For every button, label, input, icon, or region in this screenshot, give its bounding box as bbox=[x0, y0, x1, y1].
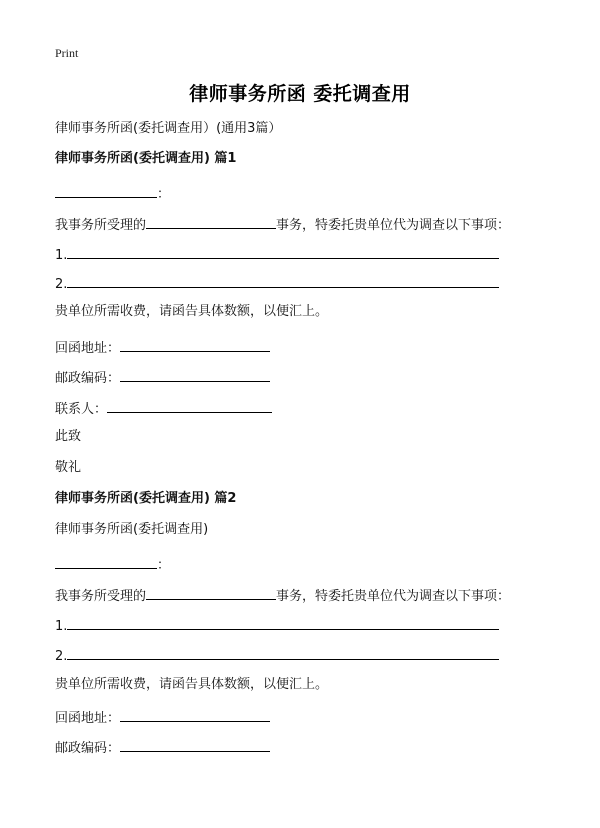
case-blank bbox=[146, 585, 276, 600]
section-1-reply-address bbox=[55, 337, 270, 358]
section-1-closing-1: 此致 bbox=[55, 429, 82, 444]
reply-address-blank bbox=[120, 337, 270, 352]
item-blank bbox=[67, 615, 499, 630]
contact-label: 联系人： bbox=[55, 402, 108, 417]
postal-code-blank bbox=[120, 367, 270, 382]
body-prefix: 我事务所受理的 bbox=[55, 589, 147, 604]
reply-address-label: 回函地址： bbox=[55, 711, 121, 726]
item-number: 2. bbox=[55, 649, 68, 664]
section-2-reply-address bbox=[55, 707, 270, 728]
document-subtitle: 律师事务所函(委托调查用）(通用3篇） bbox=[55, 121, 282, 136]
item-blank bbox=[67, 273, 499, 288]
section-2-intro: 律师事务所函(委托调查用) bbox=[55, 522, 209, 537]
item-number: 2. bbox=[55, 277, 68, 292]
section-1-addressee bbox=[55, 183, 170, 204]
section-2-heading: 律师事务所函(委托调查用) 篇2 bbox=[55, 491, 237, 506]
section-1-contact bbox=[55, 398, 272, 419]
item-number: 1. bbox=[55, 248, 68, 263]
contact-blank bbox=[107, 398, 272, 413]
section-1-item-2 bbox=[55, 273, 499, 294]
body-suffix: 事务，特委托贵单位代为调查以下事项： bbox=[276, 589, 511, 604]
case-blank bbox=[146, 214, 276, 229]
section-1-heading: 律师事务所函(委托调查用) 篇1 bbox=[55, 151, 237, 166]
section-1-postal-code bbox=[55, 367, 270, 388]
section-2-item-1 bbox=[55, 615, 499, 636]
section-1-body bbox=[55, 214, 510, 235]
body-suffix: 事务，特委托贵单位代为调查以下事项： bbox=[276, 218, 511, 233]
print-label: Print bbox=[55, 46, 79, 60]
section-1-item-1 bbox=[55, 244, 499, 265]
item-blank bbox=[67, 645, 499, 660]
addressee-blank bbox=[55, 183, 157, 198]
body-prefix: 我事务所受理的 bbox=[55, 218, 147, 233]
section-2-item-2 bbox=[55, 645, 499, 666]
item-blank bbox=[67, 244, 499, 259]
postal-code-label: 邮政编码： bbox=[55, 371, 121, 386]
page-title: 律师事务所函 委托调查用 bbox=[189, 83, 411, 105]
section-1-closing-2: 敬礼 bbox=[55, 460, 82, 475]
postal-code-blank bbox=[120, 737, 270, 752]
addressee-colon: ： bbox=[157, 558, 171, 573]
section-2-fee-text: 贵单位所需收费，请函告具体数额，以便汇上。 bbox=[55, 677, 329, 692]
section-2-addressee bbox=[55, 554, 170, 575]
item-number: 1. bbox=[55, 619, 68, 634]
section-1-fee-text: 贵单位所需收费，请函告具体数额，以便汇上。 bbox=[55, 304, 329, 319]
reply-address-blank bbox=[120, 707, 270, 722]
postal-code-label: 邮政编码： bbox=[55, 741, 121, 756]
reply-address-label: 回函地址： bbox=[55, 341, 121, 356]
section-2-body bbox=[55, 585, 510, 606]
addressee-colon: ： bbox=[157, 187, 171, 202]
section-2-postal-code bbox=[55, 737, 270, 758]
addressee-blank bbox=[55, 554, 157, 569]
